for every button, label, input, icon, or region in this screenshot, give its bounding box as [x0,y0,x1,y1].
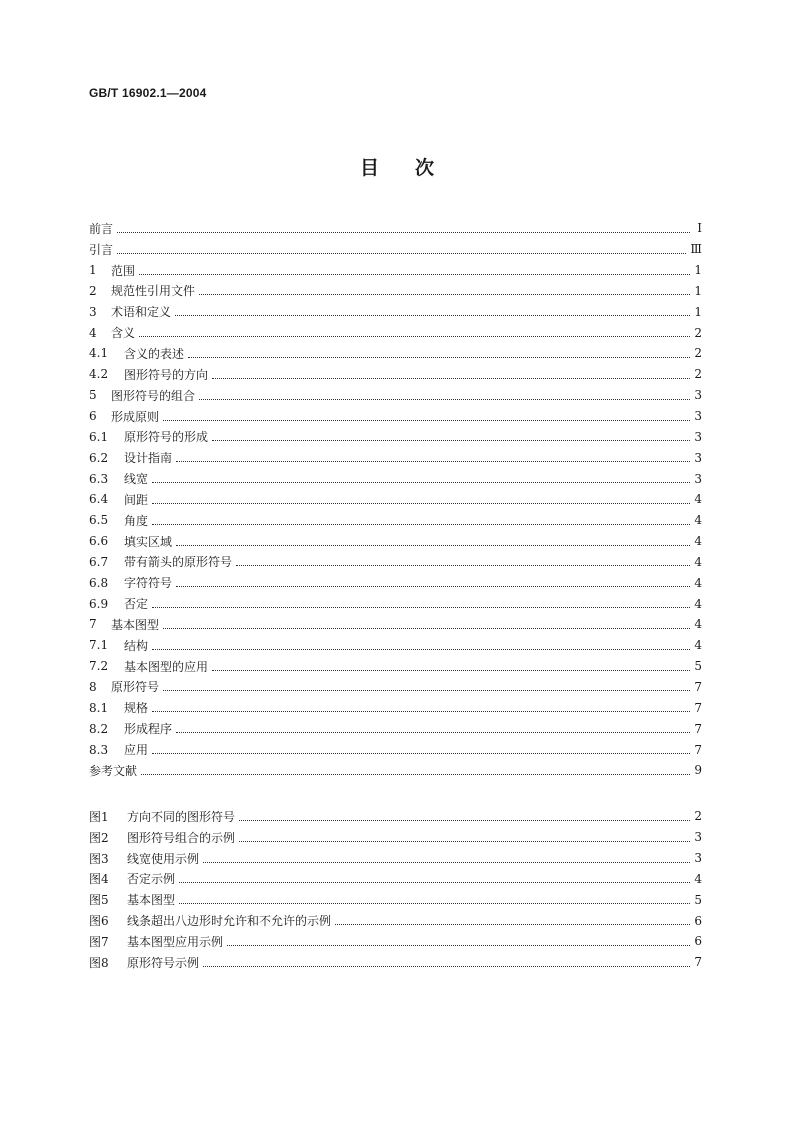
entry-title: 带有箭头的原形符号 [124,555,233,570]
dot-leader [236,565,690,566]
entry-number: 图2 [89,830,109,845]
dot-leader [139,274,690,275]
toc-entry[interactable] [89,910,702,931]
entry-number: 7.2 [89,659,109,674]
entry-number: 7.1 [89,638,109,653]
dot-leader [141,774,690,775]
entry-number: 图8 [89,955,109,970]
entry-title: 基本图型应用示例 [127,934,224,949]
toc-entry[interactable] [89,718,702,739]
standard-code: GB/T 16902.1—2004 [89,86,207,100]
entry-title: 设计指南 [124,451,173,466]
entry-title: 线宽使用示例 [127,851,200,866]
dot-leader [117,232,690,233]
dot-leader [152,649,690,650]
entry-title: 线宽 [124,472,149,487]
entry-number: 8.2 [89,721,109,736]
entry-title: 字符符号 [124,576,173,591]
dot-leader [227,945,690,946]
dot-leader [335,924,690,925]
entry-number: 6.8 [89,575,109,590]
page-number: 3 [694,471,702,486]
entry-title: 基本图型的应用 [124,659,209,674]
entry-number: 6.7 [89,554,109,569]
entry-title: 含义 [111,326,136,341]
entry-number: 6.9 [89,596,109,611]
dot-leader [152,607,690,608]
entry-number: 1 [89,263,97,278]
dot-leader [163,420,690,421]
toc-entry[interactable] [89,635,702,656]
page-number: 2 [694,346,702,361]
toc-entry[interactable] [89,364,702,385]
toc-entry[interactable] [89,552,702,573]
page-number: 7 [694,742,702,757]
entry-number: 图1 [89,809,109,824]
page-number: 3 [694,388,702,403]
entry-number: 8 [89,679,97,694]
toc-entry[interactable] [89,343,702,364]
entry-title: 应用 [124,743,149,758]
toc-entry[interactable] [89,322,702,343]
page-number: 2 [694,367,702,382]
page-number: 7 [694,955,702,970]
entry-title: 线条超出八边形时允许和不允许的示例 [127,914,332,929]
page-number: 3 [694,429,702,444]
entry-number: 6.5 [89,513,109,528]
page-number: 1 [694,263,702,278]
entry-title: 术语和定义 [111,305,172,320]
page-number: 7 [694,721,702,736]
dot-leader [176,732,690,733]
dot-leader [179,903,690,904]
toc-entry[interactable] [89,614,702,635]
dot-leader [176,461,690,462]
toc-entry[interactable] [89,281,702,302]
toc-entry[interactable] [89,697,702,718]
entry-title: 结构 [124,638,149,653]
entry-number: 图3 [89,851,109,866]
page-number: 4 [694,554,702,569]
dot-leader [199,399,690,400]
entry-title: 参考文献 [89,763,138,778]
entry-number: 2 [89,283,97,298]
entry-number: 8.1 [89,700,109,715]
toc-entry[interactable] [89,806,702,827]
page-number: 4 [694,513,702,528]
entry-title: 前言 [89,221,114,236]
entry-title: 含义的表述 [124,346,185,361]
toc-entry[interactable] [89,593,702,614]
toc-entry[interactable] [89,489,702,510]
entry-number: 6.3 [89,471,109,486]
toc-entry[interactable] [89,447,702,468]
toc-entry[interactable] [89,739,702,760]
entry-title: 规范性引用文件 [111,284,196,299]
dot-leader [163,690,690,691]
entry-number: 7 [89,617,97,632]
toc-entry[interactable] [89,677,702,698]
entry-title: 方向不同的图形符号 [127,809,236,824]
toc-entry[interactable] [89,931,702,952]
entry-number: 图5 [89,893,109,908]
dot-leader [179,882,690,883]
dot-leader [139,336,690,337]
dot-leader [175,315,690,316]
page-number: Ⅲ [690,242,702,257]
toc-entry[interactable] [89,531,702,552]
dot-leader [239,841,690,842]
page-number: 4 [694,492,702,507]
entry-title: 填实区域 [124,534,173,549]
page-number: 4 [694,596,702,611]
dot-leader [152,482,690,483]
toc-entry[interactable] [89,869,702,890]
toc-entry[interactable] [89,760,702,781]
list-of-figures [89,806,702,973]
dot-leader [239,820,690,821]
entry-title: 图形符号的组合 [111,388,196,403]
entry-number: 6 [89,409,97,424]
table-of-contents [89,218,702,781]
toc-entry[interactable] [89,239,702,260]
entry-title: 基本图型 [111,617,160,632]
entry-title: 形成程序 [124,722,173,737]
dot-leader [152,711,690,712]
entry-title: 引言 [89,242,114,257]
entry-number: 4.2 [89,367,109,382]
toc-entry[interactable] [89,301,702,322]
toc-entry[interactable] [89,406,702,427]
dot-leader [117,253,686,254]
dot-leader [199,294,690,295]
entry-title: 原形符号示例 [127,955,200,970]
entry-number: 6.6 [89,534,109,549]
toc-entry[interactable] [89,827,702,848]
entry-title: 图形符号组合的示例 [127,830,236,845]
dot-leader [152,503,690,504]
entry-title: 形成原则 [111,409,160,424]
page-number: 9 [694,763,702,778]
toc-entry[interactable] [89,848,702,869]
toc-entry[interactable] [89,952,702,973]
page-number: 7 [694,679,702,694]
page-number: 1 [694,283,702,298]
toc-entry[interactable] [89,218,702,239]
page-number: 4 [694,534,702,549]
page-number: 1 [694,304,702,319]
toc-entry[interactable] [89,510,702,531]
toc-entry[interactable] [89,385,702,406]
page-number: 3 [694,409,702,424]
dot-leader [212,670,690,671]
dot-leader [176,545,690,546]
page-number: 5 [694,892,702,907]
dot-leader [203,966,690,967]
entry-title: 否定 [124,597,149,612]
page-number: 6 [694,913,702,928]
page-number: 3 [694,851,702,866]
page-number: Ⅰ [697,221,702,236]
dot-leader [152,524,690,525]
entry-number: 6.4 [89,492,109,507]
entry-title: 角度 [124,513,149,528]
entry-number: 6.2 [89,450,109,465]
toc-entry[interactable] [89,468,702,489]
dot-leader [212,378,690,379]
entry-title: 图形符号的方向 [124,367,209,382]
toc-entry[interactable] [89,426,702,447]
entry-title: 基本图型 [127,893,176,908]
toc-entry[interactable] [89,572,702,593]
page-number: 5 [694,659,702,674]
page-number: 4 [694,638,702,653]
dot-leader [163,628,690,629]
page-number: 6 [694,934,702,949]
toc-entry[interactable] [89,656,702,677]
page-number: 3 [694,830,702,845]
entry-number: 3 [89,304,97,319]
toc-entry[interactable] [89,260,702,281]
entry-title: 否定示例 [127,872,176,887]
page-number: 2 [694,809,702,824]
toc-entry[interactable] [89,889,702,910]
page-number: 7 [694,700,702,715]
page-number: 4 [694,871,702,886]
entry-title: 规格 [124,701,149,716]
page-number: 2 [694,325,702,340]
page-number: 4 [694,575,702,590]
entry-number: 图7 [89,934,109,949]
dot-leader [188,357,690,358]
entry-number: 4.1 [89,346,109,361]
dot-leader [176,586,690,587]
entry-number: 6.1 [89,429,109,444]
page-number: 3 [694,450,702,465]
entry-number: 4 [89,325,97,340]
entry-title: 原形符号的形成 [124,430,209,445]
dot-leader [152,753,690,754]
entry-number: 5 [89,388,97,403]
entry-number: 图6 [89,914,109,929]
entry-title: 原形符号 [111,680,160,695]
page-number: 4 [694,617,702,632]
dot-leader [203,862,690,863]
entry-number: 8.3 [89,742,109,757]
page-title: 目次 [359,157,470,179]
dot-leader [212,440,690,441]
entry-title: 范围 [111,263,136,278]
entry-title: 间距 [124,492,149,507]
entry-number: 图4 [89,872,109,887]
